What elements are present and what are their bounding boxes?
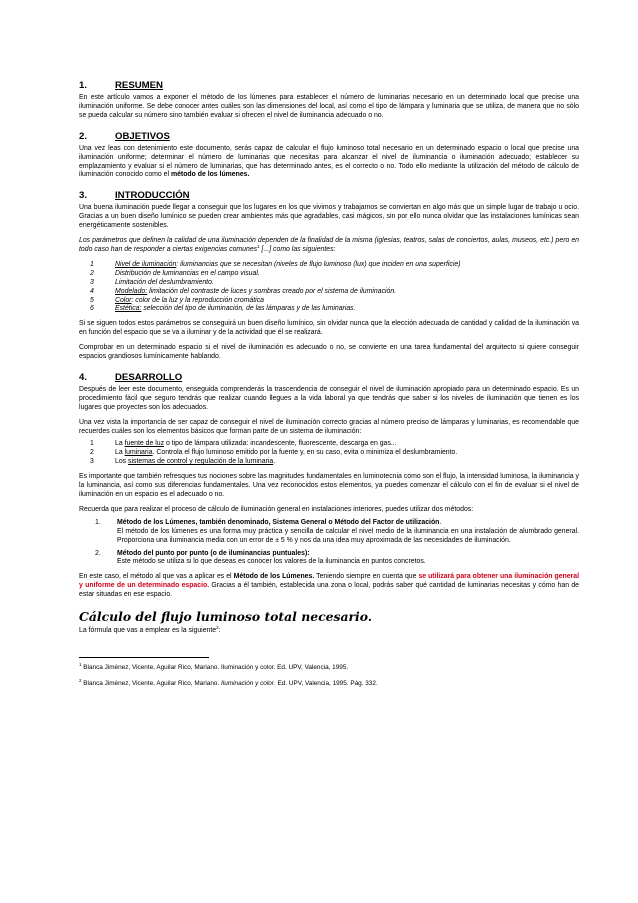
method-item: [79, 519, 579, 546]
method-item: [79, 550, 579, 568]
subheading-calculo: Cálculo del flujo luminoso total necesario.: [79, 609, 373, 625]
formula-intro-end: :: [218, 627, 221, 635]
element-link[interactable]: fuente de luz: [124, 440, 165, 448]
method-name-bold: Método de los Lúmenes.: [233, 573, 315, 581]
method-number: 1.: [95, 518, 101, 526]
method-title: Método del punto por punto (o de iluminancias puntuales):: [117, 549, 310, 557]
list-item-number: 1: [90, 260, 94, 268]
resumen-paragraph: En este artículo vamos a exponer el método de los lúmenes para establecer el número de luminarias necesario en un determinado local que precise una iluminación uniforme. Se debe conocer antes cuáles son las dimensiones del local, así como el tipo de lámpara y luminaria que se utiliza, de manera que no sólo se pueda calcular su número sino también evaluar si ofrecen el nivel de iluminancia adecuado o no.: [79, 94, 579, 119]
footnote: [79, 661, 579, 672]
section-number: 1.: [79, 80, 88, 91]
introduccion-paragraph-4: Comprobar en un determinado espacio si el nivel de iluminación es adecuado o no, se convierte en una tarea fundamental del arquitecto si quiere conseguir espacios grandiosos lumínicamente hablando.: [79, 344, 579, 361]
list-item-text: Limitación del deslumbramiento.: [115, 278, 214, 286]
list-item-number: 4: [90, 287, 94, 295]
objetivos-text: Una vez leas con detenimiento este documento, serás capaz de calcular el flujo luminoso total necesario en un determinado espacio o local que precise una iluminación uniforme; determinar el número de luminarias que necesitas para alcanzar el nivel de iluminancia o iluminación adecuado; establecer su emplazamiento y evaluar si el número de luminarias, que has determinado antes, es el correcto o no. Todo ello mediante la utilización del método de cálculo de iluminación conocido como el: [79, 144, 579, 179]
list-item-number: 5: [90, 296, 94, 304]
list-item-label: Modelado:: [115, 287, 148, 295]
section-number: 4.: [79, 371, 88, 383]
objetivos-paragraph: [79, 145, 579, 181]
highlighted-red-text: se utilizará para obtener una iluminación general y uniforme de un determinado espacio.: [79, 573, 579, 590]
list-item: [79, 288, 579, 297]
list-item-label: Color: [115, 296, 132, 304]
desarrollo-paragraph-4: Recuerda que para realizar el proceso de cálculo de iluminación general en instalaciones interiores, puedes utilizar dos métodos:: [79, 505, 474, 513]
quote-text: Los parámetros que definen la calidad de una iluminación dependen de la finalidad de la misma (iglesias, teatros, salas de conciertos, aulas, museos, etc.) pero en todo caso han de responder a ciertas exigencias comunes: [79, 237, 579, 253]
list-item-prefix: La: [115, 440, 125, 448]
introduccion-paragraph-1: Una buena iluminación puede llegar a conseguir que los lugares en los que vivimos y trabajamos se conviertan en algo más que un simple lugar de trabajo u ocio. Gracias a un buen diseño lumínico se pueden crear ambientes más que agradables, casi mágicos, sin por ello nunca olvidar que las instalaciones lumínicas sean energéticamente sostenibles.: [79, 204, 579, 230]
section-heading-introduccion: [79, 190, 579, 201]
desarrollo-paragraph-2: Una vez vista la importancia de ser capaz de conseguir el nivel de iluminación correcto gracias al número preciso de lámparas y luminarias, es recomendable que recuerdes cuáles son los elementos básicos que forman parte de un sistema de iluminación:: [79, 418, 579, 435]
footnote-tail: . Ed. UPV, Valencia, 1995. Pág. 332.: [273, 679, 378, 687]
section-heading-resumen: [79, 80, 579, 91]
objetivos-bold-text: método de los lúmenes.: [170, 171, 250, 179]
list-item-label: Nivel de iluminación: [115, 260, 177, 268]
list-item-prefix: Los: [115, 458, 129, 466]
footnote-italic: Iluminación y color: [221, 679, 274, 687]
paragraph-text: Teniendo siempre en cuenta que: [314, 573, 419, 581]
section-title: RESUMEN: [115, 80, 163, 91]
list-item-text: Distribución de luminancias en el campo visual.: [115, 269, 260, 277]
list-item-number: 2: [90, 449, 94, 457]
list-item-text: : iluminancias que se necesitan (niveles de flujo luminoso (lux) que inciden en una superficie): [176, 260, 461, 268]
desarrollo-paragraph-3: Es importante que también refresques tus nociones sobre las magnitudes fundamentales en luminotecnia como son el flujo, la intensidad luminosa, la iluminancia y la luminancia, así como sus diferencias fundamentales. Una vez reconocidos estos elementos, ya puedes comenzar el cálculo con el fin de evaluar si el nivel de iluminación en un espacio es el adecuado o no.: [79, 473, 579, 498]
list-item-prefix: La: [115, 449, 125, 457]
method-description: Este método se utiliza si lo que deseas es conocer los valores de la iluminancia en puntos concretos.: [117, 558, 426, 566]
parameters-list: [79, 261, 579, 314]
list-item-number: 3: [90, 458, 94, 466]
footnote-text: Blanca Jiménez, Vicente, Aguilar Rico, Mariano. Iluminación y color. Ed. UPV, Valencia, 1995.: [83, 663, 349, 671]
list-item: [79, 270, 579, 279]
list-item-text: . Controla el flujo luminoso emitido por la fuente y, en su caso, evita o minimiza el deslumbramiento.: [152, 449, 458, 457]
list-item: [79, 261, 579, 270]
method-description: El método de los lúmenes es una forma muy práctica y sencilla de calcular el nivel medio de la iluminancia en una instalación de alumbrado general. Proporciona una iluminancia media con un error de ± 5 % y nos da una idea muy aproximada de las necesidades de iluminación.: [117, 527, 579, 544]
list-item: [79, 279, 579, 288]
list-item: [79, 458, 579, 467]
introduccion-paragraph-2: [79, 237, 579, 255]
section-title: INTRODUCCIÓN: [115, 190, 190, 202]
desarrollo-paragraph-1: Después de leer este documento, enseguida comprenderás la trascendencia de conseguir el nivel de iluminación apropiado para un determinado espacio. Es un procedimiento fácil que seguro tendrás que realizar cuando llegues a la vida laboral ya que tendrás que saber si los niveles de iluminación que tienen es los lugares que proyectes son los adecuados.: [79, 385, 579, 411]
list-item-number: 1: [90, 440, 94, 448]
section-number: 2.: [79, 130, 88, 142]
list-item-text: selección del tipo de iluminación, de las lámparas y de las luminarias.: [141, 305, 356, 313]
method-title-end: .: [439, 518, 442, 526]
footnote-number: 1: [79, 661, 82, 667]
introduccion-paragraph-3: Si se siguen todos estos parámetros se conseguirá un buen diseño lumínico, sin olvidar nunca que la elección adecuada de cantidad y calidad de la iluminación va en función del espacio que se va a iluminar y de la actividad que él se realizará.: [79, 320, 579, 337]
footnote-ref: 2: [216, 625, 219, 631]
desarrollo-paragraph-5: [79, 573, 579, 600]
list-item: [79, 440, 579, 449]
section-title: OBJETIVOS: [115, 130, 170, 142]
list-item-number: 6: [90, 305, 94, 313]
section-heading-desarrollo: [79, 372, 579, 383]
paragraph-text: Gracias a él también, establecida una zona o local, podrás saber qué cantidad de luminarias necesitas y cómo han de estar situadas en ese espacio.: [79, 582, 579, 599]
list-item: [79, 297, 579, 306]
footnote-divider: [79, 657, 209, 658]
section-number: 3.: [79, 190, 88, 202]
element-link[interactable]: luminaria: [124, 449, 153, 457]
list-item-number: 2: [90, 269, 94, 277]
footnote-ref: 1: [257, 243, 260, 249]
list-item-label: Estética:: [115, 305, 142, 313]
list-item-text: o tipo de lámpara utilizada: incandescente, fluorescente, descarga en gas...: [164, 440, 397, 448]
elements-list: [79, 440, 579, 467]
method-number: 2.: [95, 549, 101, 557]
formula-intro: [79, 627, 579, 636]
footnote-text: Blanca Jiménez, Vicente, Aguilar Rico, Mariano.: [83, 679, 222, 687]
quote-tail: [...] como las siguientes:: [259, 245, 336, 253]
footnote-number: 2: [79, 677, 82, 683]
document-body: [79, 80, 579, 696]
section-heading-objetivos: [79, 131, 579, 142]
list-item-text: .: [273, 458, 276, 466]
section-title: DESARROLLO: [115, 371, 183, 383]
element-link[interactable]: sistemas de control y regulación de la luminaria: [128, 458, 274, 466]
list-item-number: 3: [90, 278, 94, 286]
method-title: Método de los Lúmenes, también denominado, Sistema General o Método del Factor de utilización: [117, 518, 440, 526]
list-item-text: limitación del contraste de luces y sombras creado por el sistema de iluminación.: [147, 287, 397, 295]
paragraph-text: En este caso, el método al que vas a aplicar es el: [79, 573, 232, 581]
list-item: [79, 449, 579, 458]
formula-intro-text: La fórmula que vas a emplear es la siguiente: [79, 627, 217, 635]
list-item: [79, 305, 579, 314]
footnote: [79, 677, 579, 688]
methods-list: [79, 519, 579, 568]
list-item-text: : color de la luz y la reproducción cromática: [131, 296, 264, 304]
